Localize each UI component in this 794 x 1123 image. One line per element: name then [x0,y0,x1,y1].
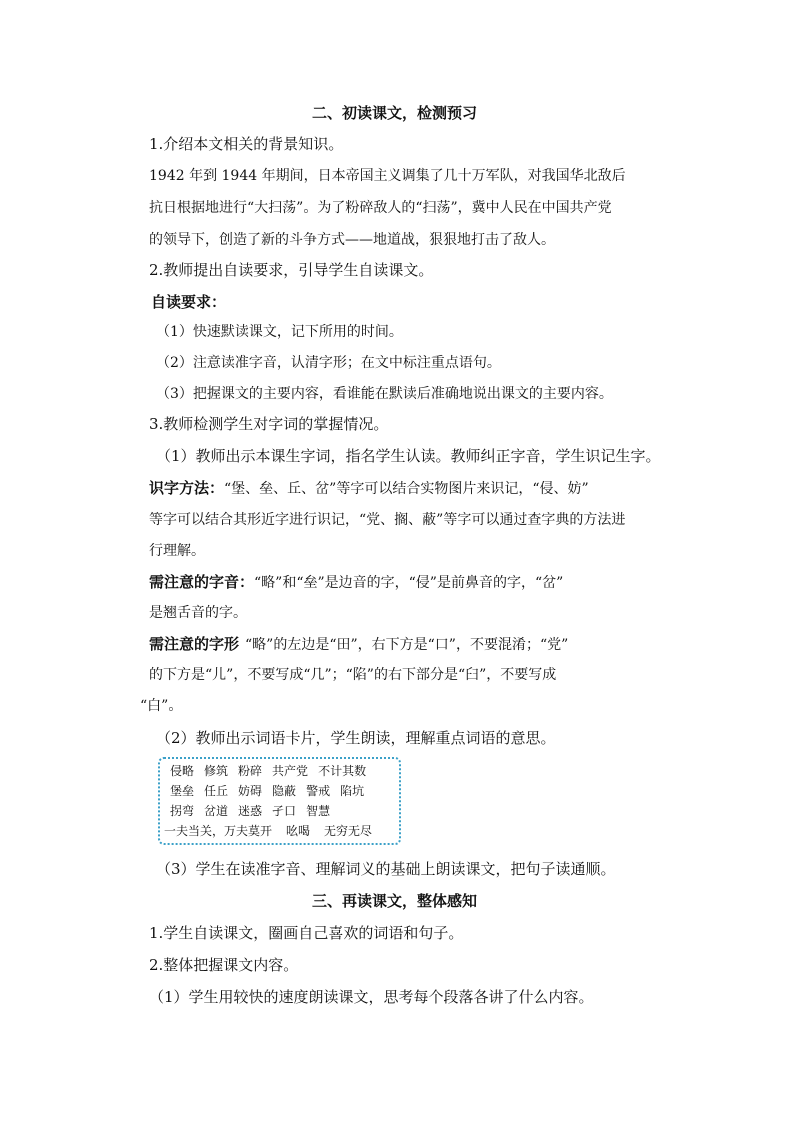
method-line [149,478,589,499]
vocab-word: 妨碍 [238,784,263,798]
paragraph-line: 抗日根据地进行“大扫荡”。为了粉碎敌人的“扫荡”，冀中人民在中国共产党 [149,200,612,216]
vocab-word: 警戒 [306,784,331,798]
sound-label: 需注意的字音： [149,573,255,591]
card-row [164,823,372,839]
paragraph-line: “白”。 [140,698,183,714]
sub-item-text: （1）教师出示本课生字词，指名学生认读。教师纠正字音，学生识记生字。 [156,447,661,465]
requirement-item: （1）快速默读课文，记下所用的时间。 [156,324,403,340]
vocab-word: 粉碎 [238,764,263,778]
vocab-word: 智慧 [306,804,331,818]
shape-text: “略”的左边是“田”，右下方是“口”，不要混淆；“党” [245,637,569,653]
paragraph-line: 等字可以结合其形近字进行识记，“党、搁、蔽”等字可以通过查字典的方法进 [149,512,626,528]
shape-line [149,634,568,655]
item-text: 1.学生自读课文，圈画自己喜欢的词语和句子。 [149,924,464,942]
vocab-word: 任丘 [204,784,229,798]
vocab-word: 侵略 [170,764,195,778]
vocab-word: 不计其数 [318,764,367,778]
requirements-title: 自读要求： [151,293,227,311]
sub-item-text: （2）教师出示词语卡片，学生朗读，理解重点词语的意思。 [156,729,556,747]
card-row [170,763,366,779]
vocab-word: 岔道 [204,804,229,818]
paragraph-line: 行理解。 [149,543,205,559]
item-text: 3.教师检测学生对字词的掌握情况。 [149,415,389,433]
item-text: 2.整体把握课文内容。 [149,956,299,974]
vocab-word: 孑口 [272,804,297,818]
paragraph-line: 的下方是“儿”，不要写成“几”；“陷”的右下部分是“臼”，不要写成 [149,667,557,683]
requirement-item: （2）注意读准字音，认清字形；在文中标注重点语句。 [156,355,501,371]
vocabulary-card [158,757,401,845]
vocab-word: 一夫当关，万夫莫开 [164,824,273,838]
section-title: 三、再读课文，整体感知 [312,892,478,910]
item-text: 1.介绍本文相关的背景知识。 [149,135,344,153]
shape-label: 需注意的字形 [149,635,240,653]
vocab-word: 吆喝 [286,824,311,838]
vocab-word: 无穷无尽 [324,824,373,838]
vocab-word: 迷惑 [238,804,263,818]
sub-item-text: （1）学生用较快的速度朗读课文，思考每个段落各讲了什么内容。 [149,988,594,1006]
sub-item-text: （3）学生在读准字音、理解词义的基础上朗读课文，把句子读通顺。 [156,860,616,878]
vocab-word: 堡垒 [170,784,195,798]
item-text: 2.教师提出自读要求，引导学生自读课文。 [149,261,434,279]
vocab-word: 隐蔽 [272,784,297,798]
paragraph-line: 1942 年到 1944 年期间，日本帝国主义调集了几十万军队，对我国华北敌后 [149,168,626,184]
requirement-item: （3）把握课文的主要内容，看谁能在默读后准确地说出课文的主要内容。 [156,386,613,402]
vocab-word: 修筑 [204,764,229,778]
vocab-word: 共产党 [272,764,309,778]
sound-text: “略”和“垒”是边音的字，“侵”是前鼻音的字，“岔” [254,575,564,591]
sound-line [149,572,563,593]
section-title: 二、初读课文，检测预习 [312,104,478,122]
vocab-word: 拐弯 [170,804,195,818]
method-text: “堡、垒、丘、岔”等字可以结合实物图片来识记，“侵、妨” [224,481,589,497]
card-row [170,783,364,799]
paragraph-line: 是翘舌音的字。 [149,605,247,621]
card-row [170,803,330,819]
vocab-word: 陷坑 [340,784,365,798]
paragraph-line: 的领导下，创造了新的斗争方式——地道战，狠狠地打击了敌人。 [149,232,555,248]
method-label: 识字方法： [149,479,225,497]
